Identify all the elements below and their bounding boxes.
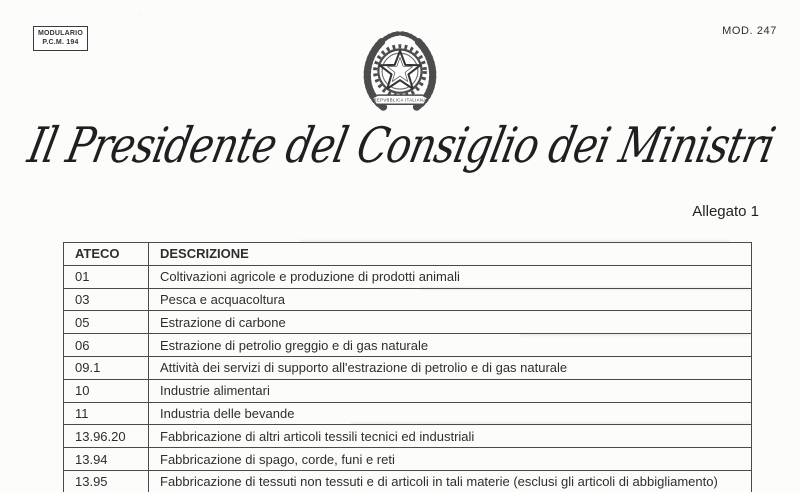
ateco-table-body — [64, 265, 752, 492]
table-row — [64, 425, 752, 448]
descrizione-cell: Industrie alimentari — [149, 379, 752, 402]
scan-artifact — [140, 14, 142, 16]
table-row — [64, 379, 752, 402]
descrizione-cell: Fabbricazione di spago, corde, funi e reti — [149, 448, 752, 471]
table-row — [64, 265, 752, 288]
modulario-stamp — [33, 26, 88, 51]
mod-number-label: MOD. 247 — [722, 25, 777, 37]
table-row — [64, 334, 752, 357]
ateco-code-cell: 05 — [64, 311, 149, 334]
ateco-code-cell: 11 — [64, 402, 149, 425]
ateco-code-cell: 03 — [64, 288, 149, 311]
ateco-code-cell: 13.94 — [64, 448, 149, 471]
attachment-label: Allegato 1 — [692, 203, 759, 220]
document-title-script: Il Presidente del Consiglio dei Ministri — [23, 117, 780, 175]
ateco-code-cell: 13.96.20 — [64, 425, 149, 448]
descrizione-cell: Pesca e acquacoltura — [149, 288, 752, 311]
descrizione-cell: Industria delle bevande — [149, 402, 752, 425]
ateco-column-header: ATECO — [64, 243, 149, 266]
table-row — [64, 470, 752, 492]
table-row — [64, 448, 752, 471]
descrizione-cell: Fabbricazione di altri articoli tessili tecnici ed industriali — [149, 425, 752, 448]
descrizione-cell: Estrazione di petrolio greggio e di gas naturale — [149, 334, 752, 357]
ateco-code-cell: 10 — [64, 379, 149, 402]
descrizione-cell: Estrazione di carbone — [149, 311, 752, 334]
italian-republic-emblem-icon — [354, 27, 446, 119]
ateco-code-cell: 13.95 — [64, 470, 149, 492]
descrizione-cell: Attività dei servizi di supporto all'estrazione di petrolio e di gas naturale — [149, 356, 752, 379]
descrizione-cell: Coltivazioni agricole e produzione di prodotti animali — [149, 265, 752, 288]
ateco-code-cell: 06 — [64, 334, 149, 357]
emblem-ribbon-text: REPVBBLICA ITALIANA — [373, 97, 427, 103]
table-row — [64, 356, 752, 379]
table-row — [64, 288, 752, 311]
table-header-row — [64, 243, 752, 266]
ateco-code-cell: 01 — [64, 265, 149, 288]
descrizione-cell: Fabbricazione di tessuti non tessuti e di articoli in tali materie (esclusi gli articoli di abbigliamento) — [149, 470, 752, 492]
table-row — [64, 402, 752, 425]
descrizione-column-header: DESCRIZIONE — [149, 243, 752, 266]
ateco-table — [63, 242, 752, 492]
ateco-code-cell: 09.1 — [64, 356, 149, 379]
table-row — [64, 311, 752, 334]
modulario-line1: MODULARIO — [38, 30, 83, 37]
modulario-line2: P.C.M. 194 — [42, 39, 79, 47]
